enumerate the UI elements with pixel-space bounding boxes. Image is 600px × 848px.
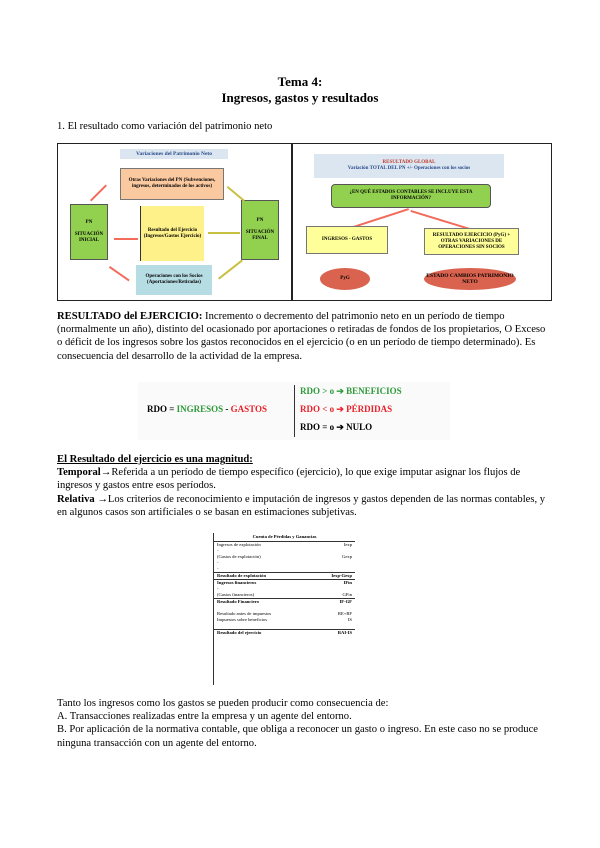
table-row — [214, 579, 355, 586]
divider — [291, 144, 293, 300]
row-label: Ingresos financieros — [217, 580, 257, 585]
other-variations-box: Otras Variaciones del PN (Subvenciones, ingresos, determinados de los activos) — [120, 168, 224, 200]
definition-term: RESULTADO del EJERCICIO: — [57, 311, 203, 322]
relativa-text: →Los criterios de reconocimiento e imputación de ingresos y gastos dependen de las normas contables, y en algunos casos son artificiales o se basan en estimaciones subjetivas. — [57, 493, 546, 518]
magnitude-section — [57, 453, 552, 519]
row-value: Gexp — [342, 554, 352, 559]
temporal-term: Temporal — [57, 467, 101, 479]
row-label: Impuestos sobre beneficios — [217, 617, 268, 622]
table-row — [214, 572, 355, 579]
row-value: IS — [347, 617, 352, 622]
operations-box: Operaciones con los Socios (Aportaciones/Retiradas) — [136, 265, 212, 295]
section-heading: 1. El resultado como variación del patrimonio neto — [57, 121, 273, 132]
table-row — [214, 598, 355, 605]
row-label: Resultado antes de impuestos — [217, 611, 272, 616]
global-result-header — [314, 154, 504, 178]
pn-sub: SITUACIÓN INICIAL — [74, 232, 104, 243]
row-value: IF-GF — [339, 599, 352, 604]
temporal-text: →Referida a un período de tiempo específico (ejercicio), lo que exige imputar asignar los flujos de ingresos y gastos entre esos períodos. — [57, 467, 521, 492]
row-label: Resultado Financiero — [217, 599, 259, 604]
rdo-label: RDO = — [147, 404, 177, 414]
definition-paragraph — [57, 310, 552, 363]
result-formula — [138, 382, 450, 440]
question-box: ¿EN QUÉ ESTADOS CONTABLES SE INCLUYE ESTA INFORMACIÓN? — [331, 184, 491, 208]
pn-label: PN — [85, 220, 93, 225]
row-value: RAI-IS — [337, 630, 352, 635]
row-value: GFin — [342, 592, 352, 597]
brace — [294, 385, 295, 437]
income-expense-box: INGRESOS - GASTOS — [306, 226, 388, 254]
row-label: - — [217, 548, 219, 553]
case-benefits: RDO > o ➔ BENEFICIOS — [300, 386, 402, 396]
ecpn-oval: ESTADO CAMBIOS PATRIMONIO NETO — [424, 268, 516, 290]
row-label: (Gastos de explotación) — [217, 554, 261, 559]
closing-item-b: B. Por aplicación de la normativa contable, que obliga a reconocer un gasto o ingreso. En este caso no se produce ninguna transacción con un agente del entorno. — [57, 724, 538, 749]
closing-item-a: A. Transacciones realizadas entre la empresa y un agente del entorno. — [57, 711, 352, 723]
case-losses: RDO < o ➔ PÉRDIDAS — [300, 404, 393, 414]
title-line1: Tema 4: — [277, 74, 323, 89]
pyg-title: Cuenta de Pérdidas y Ganancias — [214, 533, 355, 542]
row-label: Ingresos de explotación — [217, 542, 261, 547]
header-text: RESULTADO GLOBAL — [382, 160, 436, 165]
row-value: Iexp-Gexp — [331, 573, 352, 578]
minus: - — [223, 404, 231, 414]
pyg-table — [213, 533, 355, 685]
magnitude-heading: El Resultado del ejercicio es una magnitud: — [57, 454, 253, 465]
ingresos-label: INGRESOS — [176, 404, 224, 414]
closing-paragraph — [57, 697, 552, 750]
closing-intro: Tanto los ingresos como los gastos se pueden producir como consecuencia de: — [57, 698, 389, 709]
pyg-oval: PyG — [320, 268, 370, 290]
relativa-term: Relativa — [57, 493, 95, 505]
pn-final-box — [241, 200, 279, 260]
gastos-label: GASTOS — [230, 404, 268, 414]
diagram-header: Variaciones del Patrimonio Neto — [120, 149, 228, 159]
result-box: Resultado del Ejercicio (Ingresos/Gastos Ejercicio) — [140, 206, 204, 261]
table-row — [214, 617, 355, 623]
definition-text: Incremento o decremento del patrimonio neto en un período de tiempo (normalmente un año), distinto del ocasionado por aportaciones o retiradas de fondos de los propietarios, O Exceso o déficit de los ingresos sobre los gastos reconocidos en el ejercicio (o en un período de tiempo determinado). Es consecuencia del desarrollo de la actividad de la empresa. — [57, 311, 546, 362]
row-label: (Gastos financieros) — [217, 592, 255, 597]
pn-label: PN — [256, 218, 264, 223]
pn-initial-box — [70, 204, 108, 260]
row-label: Resultado del ejercicio — [217, 630, 262, 635]
row-label: Resultado de explotación — [217, 573, 267, 578]
row-label: - — [217, 560, 219, 565]
table-row — [214, 629, 355, 636]
arrow — [114, 238, 138, 240]
arrow — [227, 186, 245, 201]
title-line2: Ingresos, gastos y resultados — [221, 90, 379, 105]
row-label: - — [217, 566, 219, 571]
pn-sub: SITUACIÓN FINAL — [245, 230, 275, 241]
arrow — [90, 184, 107, 201]
arrow — [109, 266, 130, 281]
other-variations-right-box: RESULTADO EJERCICIO (PyG) + OTRAS VARIACIONES DE OPERACIONES SIN SOCIOS — [424, 228, 519, 255]
patrimony-diagram — [57, 143, 552, 301]
row-value: RE+RF — [337, 611, 352, 616]
arrow — [208, 232, 240, 234]
arrow — [218, 260, 243, 280]
row-value: Iexp — [343, 542, 352, 547]
case-null: RDO = o ➔ NULO — [300, 422, 373, 432]
row-label: - — [217, 586, 219, 591]
row-value: IFin — [343, 580, 352, 585]
subheader-text: Variación TOTAL DEL PN +/- Operaciones con los socios — [347, 166, 471, 171]
formula-lhs — [147, 404, 267, 414]
